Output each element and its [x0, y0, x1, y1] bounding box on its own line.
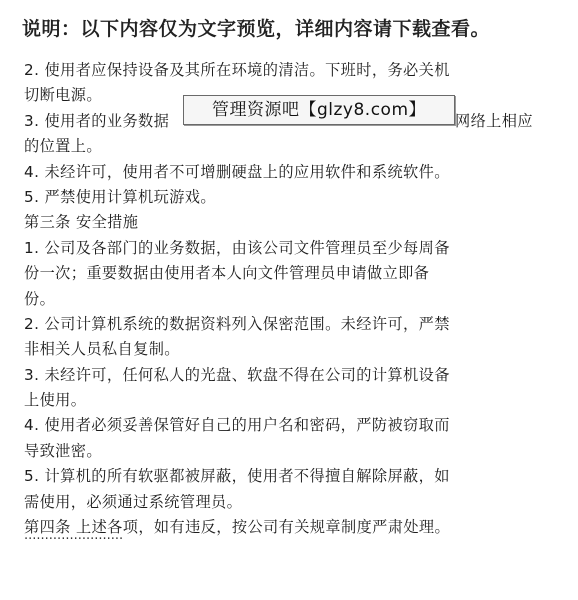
doc-line: 4. 使用者必须妥善保管好自己的用户名和密码，严防被窃取而 — [24, 416, 450, 435]
doc-line: 3. 未经许可，任何私人的光盘、软盘不得在公司的计算机设备 — [24, 365, 450, 384]
doc-line: 4. 未经许可，使用者不可增删硬盘上的应用软件和系统软件。 — [24, 162, 450, 181]
section-heading: 第三条 安全措施 — [24, 213, 139, 232]
doc-line: 1. 公司及各部门的业务数据，由该公司文件管理员至少每周备 — [24, 238, 450, 257]
doc-line: 份。 — [24, 289, 56, 308]
doc-line: 上使用。 — [24, 391, 87, 410]
doc-line: 导致泄密。 — [24, 441, 102, 460]
doc-line-3-tail: 网络上相应 — [455, 111, 533, 130]
doc-line: 需使用，必须通过系统管理员。 — [24, 492, 243, 511]
document-body — [24, 58, 556, 540]
doc-line: 非相关人员私自复制。 — [24, 340, 180, 359]
doc-line: 5. 计算机的所有软驱都被屏蔽，使用者不得擅自解除屏蔽，如 — [24, 467, 450, 486]
watermark-banner: 管理资源吧【glzy8.com】 — [183, 95, 455, 125]
doc-line: 2. 公司计算机系统的数据资料列入保密范围。未经许可，严禁 — [24, 314, 450, 333]
doc-line: 5. 严禁使用计算机玩游戏。 — [24, 187, 216, 206]
doc-line: 2. 使用者应保持设备及其所在环境的清洁。下班时，务必关机 — [24, 61, 450, 79]
doc-line-3-head: 3. 使用者的业务数据 — [24, 111, 170, 130]
doc-line: 的位置上。 — [24, 137, 102, 156]
doc-line: 份一次；重要数据由使用者本人向文件管理员申请做立即备 — [24, 264, 430, 283]
preview-notice: 说明：以下内容仅为文字预览，详细内容请下载查看。 — [22, 18, 491, 40]
truncation-dots: ························ — [24, 532, 124, 547]
section-heading: 第四条 上述各项，如有违反，按公司有关规章制度严肃处理。 — [24, 518, 451, 537]
doc-line: 切断电源。 — [24, 86, 102, 105]
